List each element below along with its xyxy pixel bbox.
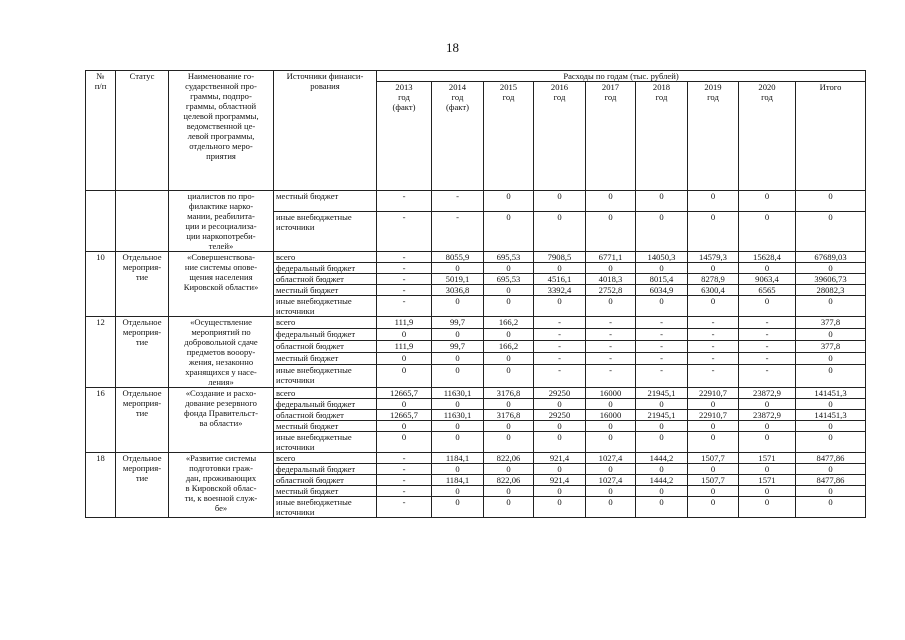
- row-funding-source: местный бюджет: [274, 191, 377, 212]
- row-year-value: 6034,9: [636, 285, 688, 296]
- row-year-value: 0: [636, 421, 688, 432]
- row-year-value: 8278,9: [688, 274, 739, 285]
- row-year-value: 0: [484, 421, 534, 432]
- row-year-value: 12665,7: [377, 410, 432, 421]
- row-year-value: 0: [534, 191, 586, 212]
- row-number: 10: [86, 252, 116, 317]
- row-year-value: 0: [688, 464, 739, 475]
- row-year-value: 4018,3: [586, 274, 636, 285]
- row-year-value: 0: [484, 211, 534, 251]
- row-number: [86, 191, 116, 252]
- row-funding-source: областной бюджет: [274, 274, 377, 285]
- row-year-value: 0: [739, 464, 796, 475]
- row-year-value: 1507,7: [688, 475, 739, 486]
- row-year-value: 0: [636, 211, 688, 251]
- row-year-value: -: [739, 365, 796, 388]
- row-year-value: -: [377, 464, 432, 475]
- row-year-value: 0: [484, 399, 534, 410]
- row-year-value: -: [534, 353, 586, 365]
- row-program-name: «Осуществление мероприятий по добровольной сдаче предметов вооору- жения, незаконно хранящихся у насе- ления»: [169, 317, 274, 388]
- row-funding-source: иные внебюджетные источники: [274, 365, 377, 388]
- row-program-name: «Создание и расхо- дование резервного фонда Правительст- ва области»: [169, 388, 274, 453]
- row-year-value: 0: [484, 191, 534, 212]
- row-year-value: 6771,1: [586, 252, 636, 263]
- row-funding-source: всего: [274, 252, 377, 263]
- table-row: [86, 388, 866, 399]
- row-year-value: 0: [586, 263, 636, 274]
- row-year-value: -: [688, 317, 739, 329]
- header-year: 2014 год (факт): [432, 82, 484, 191]
- header-year: 2016 год: [534, 82, 586, 191]
- row-total-value: 0: [796, 486, 866, 497]
- row-year-value: 0: [432, 399, 484, 410]
- row-year-value: -: [688, 353, 739, 365]
- header-year: Итого: [796, 82, 866, 191]
- row-year-value: 1444,2: [636, 453, 688, 464]
- row-year-value: 0: [636, 486, 688, 497]
- row-year-value: -: [636, 353, 688, 365]
- row-year-value: 1571: [739, 475, 796, 486]
- row-program-name: циалистов по про- филактике нарко- мании, реабилита- ции и ресоциализа- ции наркопотреби- телей»: [169, 191, 274, 252]
- row-year-value: 0: [739, 486, 796, 497]
- row-number: 16: [86, 388, 116, 453]
- row-year-value: 111,9: [377, 317, 432, 329]
- budget-table: [85, 70, 866, 518]
- row-year-value: 0: [586, 191, 636, 212]
- row-number: 18: [86, 453, 116, 518]
- row-year-value: -: [432, 191, 484, 212]
- row-year-value: 0: [636, 464, 688, 475]
- row-year-value: 7908,5: [534, 252, 586, 263]
- row-total-value: 8477,86: [796, 453, 866, 464]
- row-year-value: 1507,7: [688, 453, 739, 464]
- row-year-value: 166,2: [484, 341, 534, 353]
- row-year-value: 0: [688, 191, 739, 212]
- table-row: [86, 252, 866, 263]
- row-funding-source: местный бюджет: [274, 421, 377, 432]
- row-year-value: 29250: [534, 388, 586, 399]
- row-total-value: 67689,03: [796, 252, 866, 263]
- row-total-value: 0: [796, 464, 866, 475]
- row-program-name: «Совершенствова- ние системы опове- щения населения Кировской области»: [169, 252, 274, 317]
- row-year-value: 16000: [586, 388, 636, 399]
- row-year-value: 0: [739, 497, 796, 518]
- row-year-value: 0: [688, 399, 739, 410]
- row-year-value: 0: [432, 329, 484, 341]
- row-funding-source: федеральный бюджет: [274, 329, 377, 341]
- row-year-value: -: [636, 365, 688, 388]
- row-year-value: 6565: [739, 285, 796, 296]
- row-funding-source: местный бюджет: [274, 285, 377, 296]
- row-total-value: 0: [796, 421, 866, 432]
- row-total-value: 377,8: [796, 317, 866, 329]
- row-year-value: 6300,4: [688, 285, 739, 296]
- header-year: 2018 год: [636, 82, 688, 191]
- row-funding-source: местный бюджет: [274, 353, 377, 365]
- row-year-value: 0: [432, 263, 484, 274]
- row-year-value: 0: [534, 432, 586, 453]
- row-year-value: 15628,4: [739, 252, 796, 263]
- row-year-value: 11630,1: [432, 410, 484, 421]
- row-status: Отдельное мероприя- тие: [116, 317, 169, 388]
- row-year-value: 921,4: [534, 475, 586, 486]
- row-year-value: 0: [636, 497, 688, 518]
- row-year-value: 0: [534, 399, 586, 410]
- row-year-value: 0: [534, 296, 586, 317]
- row-total-value: 0: [796, 432, 866, 453]
- row-total-value: 0: [796, 329, 866, 341]
- row-year-value: 99,7: [432, 317, 484, 329]
- row-year-value: 0: [739, 191, 796, 212]
- row-year-value: 0: [432, 432, 484, 453]
- row-year-value: 8055,9: [432, 252, 484, 263]
- row-year-value: 0: [534, 464, 586, 475]
- row-funding-source: иные внебюджетные источники: [274, 296, 377, 317]
- row-funding-source: федеральный бюджет: [274, 464, 377, 475]
- row-year-value: 0: [586, 296, 636, 317]
- row-year-value: -: [377, 296, 432, 317]
- row-status: [116, 191, 169, 252]
- row-year-value: 23872,9: [739, 388, 796, 399]
- row-year-value: 0: [432, 365, 484, 388]
- row-year-value: 0: [739, 263, 796, 274]
- row-year-value: 0: [484, 296, 534, 317]
- row-year-value: 0: [534, 497, 586, 518]
- row-total-value: 141451,3: [796, 410, 866, 421]
- row-year-value: 0: [636, 399, 688, 410]
- row-year-value: -: [636, 341, 688, 353]
- row-year-value: 0: [377, 365, 432, 388]
- row-year-value: 0: [432, 464, 484, 475]
- row-year-value: -: [739, 353, 796, 365]
- row-year-value: 0: [688, 211, 739, 251]
- header-no: № п/п: [86, 71, 116, 191]
- row-total-value: 0: [796, 497, 866, 518]
- row-year-value: -: [377, 497, 432, 518]
- row-year-value: 0: [484, 365, 534, 388]
- row-year-value: -: [586, 317, 636, 329]
- row-funding-source: федеральный бюджет: [274, 399, 377, 410]
- row-year-value: 822,06: [484, 475, 534, 486]
- row-total-value: 0: [796, 263, 866, 274]
- row-year-value: 0: [484, 464, 534, 475]
- row-total-value: 39606,73: [796, 274, 866, 285]
- row-year-value: 3176,8: [484, 410, 534, 421]
- row-year-value: 695,53: [484, 252, 534, 263]
- row-year-value: 0: [484, 285, 534, 296]
- row-year-value: 1027,4: [586, 453, 636, 464]
- row-year-value: 9063,4: [739, 274, 796, 285]
- row-funding-source: иные внебюджетные источники: [274, 211, 377, 251]
- header-name: Наименование го- сударственной про- граммы, подпро- граммы, областной целевой программы, ведомственной це- левой программы, отдельного меро- приятия: [169, 71, 274, 191]
- row-total-value: 0: [796, 353, 866, 365]
- row-year-value: 1184,1: [432, 475, 484, 486]
- row-funding-source: областной бюджет: [274, 410, 377, 421]
- row-year-value: -: [377, 211, 432, 251]
- row-year-value: 0: [432, 353, 484, 365]
- row-year-value: -: [534, 329, 586, 341]
- row-year-value: 22910,7: [688, 388, 739, 399]
- row-funding-source: федеральный бюджет: [274, 263, 377, 274]
- row-year-value: 3392,4: [534, 285, 586, 296]
- row-year-value: -: [377, 191, 432, 212]
- row-year-value: 0: [484, 353, 534, 365]
- table-row: [86, 191, 866, 212]
- row-year-value: 166,2: [484, 317, 534, 329]
- row-year-value: 23872,9: [739, 410, 796, 421]
- row-year-value: 0: [484, 486, 534, 497]
- row-year-value: 12665,7: [377, 388, 432, 399]
- row-funding-source: всего: [274, 388, 377, 399]
- row-year-value: 16000: [586, 410, 636, 421]
- row-year-value: 0: [586, 421, 636, 432]
- row-total-value: 28082,3: [796, 285, 866, 296]
- row-year-value: -: [688, 341, 739, 353]
- row-year-value: 0: [739, 432, 796, 453]
- row-year-value: 0: [432, 486, 484, 497]
- row-year-value: -: [688, 365, 739, 388]
- row-year-value: 0: [586, 486, 636, 497]
- row-year-value: 29250: [534, 410, 586, 421]
- table-header-row: [86, 71, 866, 82]
- row-year-value: 0: [688, 263, 739, 274]
- row-year-value: 0: [636, 191, 688, 212]
- row-status: Отдельное мероприя- тие: [116, 388, 169, 453]
- row-year-value: 111,9: [377, 341, 432, 353]
- row-year-value: 921,4: [534, 453, 586, 464]
- row-year-value: 0: [688, 486, 739, 497]
- row-year-value: 0: [636, 263, 688, 274]
- row-year-value: -: [377, 274, 432, 285]
- row-year-value: 0: [636, 296, 688, 317]
- row-year-value: 14579,3: [688, 252, 739, 263]
- row-year-value: -: [377, 263, 432, 274]
- row-year-value: 1571: [739, 453, 796, 464]
- row-year-value: 0: [432, 421, 484, 432]
- row-year-value: 0: [484, 497, 534, 518]
- header-sources: Источники финанси- рования: [274, 71, 377, 191]
- row-year-value: 0: [688, 432, 739, 453]
- row-year-value: -: [586, 329, 636, 341]
- row-total-value: 8477,86: [796, 475, 866, 486]
- row-year-value: -: [534, 365, 586, 388]
- page-number: 18: [446, 40, 459, 55]
- row-year-value: 0: [586, 432, 636, 453]
- row-year-value: 5019,1: [432, 274, 484, 285]
- row-year-value: -: [377, 475, 432, 486]
- row-year-value: 4516,1: [534, 274, 586, 285]
- table-row: [86, 453, 866, 464]
- row-year-value: 0: [484, 263, 534, 274]
- row-year-value: -: [739, 329, 796, 341]
- row-total-value: 0: [796, 191, 866, 212]
- row-year-value: -: [586, 353, 636, 365]
- row-year-value: -: [586, 341, 636, 353]
- row-year-value: -: [534, 341, 586, 353]
- row-year-value: 0: [586, 211, 636, 251]
- row-year-value: 0: [739, 421, 796, 432]
- row-year-value: 99,7: [432, 341, 484, 353]
- row-status: Отдельное мероприя- тие: [116, 453, 169, 518]
- row-year-value: 0: [377, 432, 432, 453]
- row-year-value: -: [739, 317, 796, 329]
- row-year-value: 0: [688, 296, 739, 317]
- row-year-value: 3176,8: [484, 388, 534, 399]
- header-expenses: Расходы по годам (тыс. рублей): [377, 71, 866, 82]
- row-year-value: -: [534, 317, 586, 329]
- row-year-value: -: [739, 341, 796, 353]
- row-status: Отдельное мероприя- тие: [116, 252, 169, 317]
- row-year-value: 0: [484, 432, 534, 453]
- row-funding-source: всего: [274, 317, 377, 329]
- row-number: 12: [86, 317, 116, 388]
- row-year-value: -: [688, 329, 739, 341]
- row-year-value: 0: [377, 353, 432, 365]
- row-year-value: 0: [484, 329, 534, 341]
- row-total-value: 377,8: [796, 341, 866, 353]
- row-year-value: 0: [432, 296, 484, 317]
- row-year-value: 1184,1: [432, 453, 484, 464]
- row-year-value: -: [586, 365, 636, 388]
- row-year-value: 0: [534, 421, 586, 432]
- row-year-value: -: [432, 211, 484, 251]
- row-year-value: 0: [739, 296, 796, 317]
- row-total-value: 0: [796, 211, 866, 251]
- row-year-value: 695,53: [484, 274, 534, 285]
- row-year-value: 0: [534, 263, 586, 274]
- row-funding-source: областной бюджет: [274, 341, 377, 353]
- row-year-value: 0: [534, 211, 586, 251]
- row-year-value: 0: [739, 211, 796, 251]
- row-year-value: 0: [739, 399, 796, 410]
- header-year: 2017 год: [586, 82, 636, 191]
- row-funding-source: иные внебюджетные источники: [274, 432, 377, 453]
- row-year-value: -: [377, 252, 432, 263]
- row-funding-source: местный бюджет: [274, 486, 377, 497]
- row-year-value: 1027,4: [586, 475, 636, 486]
- row-year-value: 8015,4: [636, 274, 688, 285]
- row-program-name: «Развитие системы подготовки граж- дан, проживающих в Кировской облас- ти, к военной служ- бе»: [169, 453, 274, 518]
- row-year-value: 0: [586, 399, 636, 410]
- header-year: 2013 год (факт): [377, 82, 432, 191]
- row-year-value: 0: [377, 329, 432, 341]
- row-year-value: 1444,2: [636, 475, 688, 486]
- row-year-value: 21945,1: [636, 410, 688, 421]
- row-funding-source: иные внебюджетные источники: [274, 497, 377, 518]
- header-status: Статус: [116, 71, 169, 191]
- row-year-value: 0: [377, 421, 432, 432]
- row-total-value: 0: [796, 399, 866, 410]
- row-year-value: 0: [688, 497, 739, 518]
- row-year-value: -: [636, 329, 688, 341]
- header-year: 2019 год: [688, 82, 739, 191]
- row-year-value: -: [377, 285, 432, 296]
- row-year-value: 0: [586, 497, 636, 518]
- row-year-value: -: [636, 317, 688, 329]
- row-year-value: 11630,1: [432, 388, 484, 399]
- row-total-value: 0: [796, 365, 866, 388]
- row-year-value: 0: [377, 399, 432, 410]
- row-year-value: 822,06: [484, 453, 534, 464]
- row-year-value: 0: [586, 464, 636, 475]
- row-year-value: 3036,8: [432, 285, 484, 296]
- row-year-value: 21945,1: [636, 388, 688, 399]
- row-year-value: -: [377, 453, 432, 464]
- table-body: [86, 191, 866, 518]
- row-funding-source: всего: [274, 453, 377, 464]
- row-year-value: 0: [688, 421, 739, 432]
- row-year-value: 2752,8: [586, 285, 636, 296]
- row-total-value: 141451,3: [796, 388, 866, 399]
- header-year: 2020 год: [739, 82, 796, 191]
- row-year-value: 0: [432, 497, 484, 518]
- row-year-value: 22910,7: [688, 410, 739, 421]
- row-year-value: 14050,3: [636, 252, 688, 263]
- row-year-value: -: [377, 486, 432, 497]
- row-year-value: 0: [534, 486, 586, 497]
- row-total-value: 0: [796, 296, 866, 317]
- table-row: [86, 317, 866, 329]
- header-year: 2015 год: [484, 82, 534, 191]
- row-funding-source: областной бюджет: [274, 475, 377, 486]
- row-year-value: 0: [636, 432, 688, 453]
